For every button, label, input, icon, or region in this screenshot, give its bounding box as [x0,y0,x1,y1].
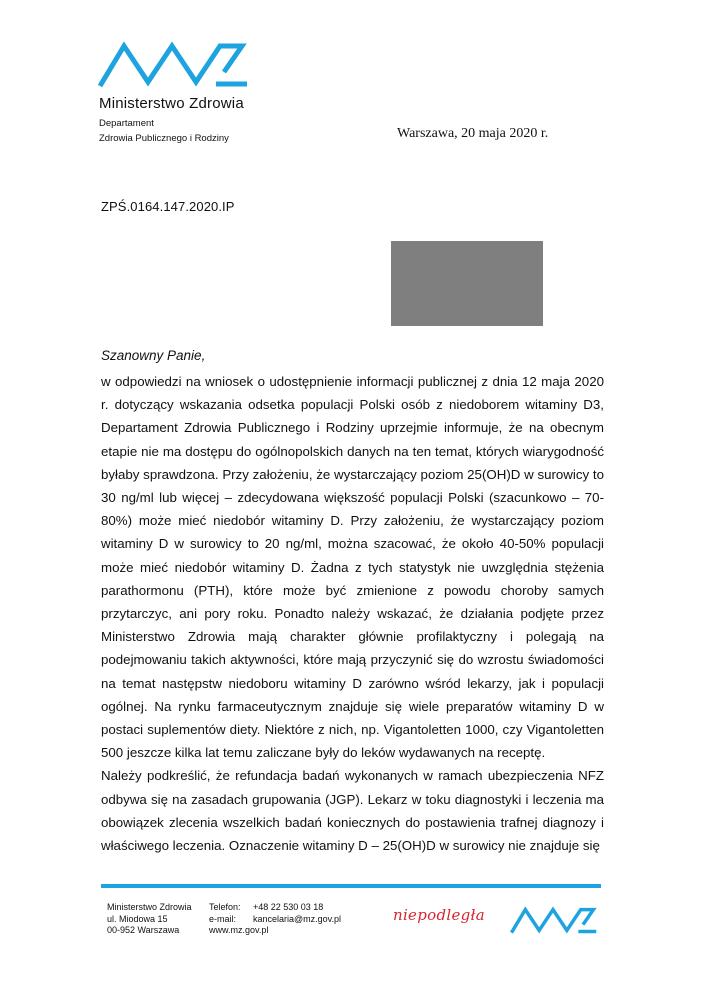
department-line-1: Departament [99,118,154,129]
email-link[interactable]: kancelaria@mz.gov.pl [253,913,342,924]
paragraph-1: w odpowiedzi na wniosek o udostępnienie informacji publicznej z dnia 12 maja 2020 r. dotyczący wskazania odsetka populacji Polski osób z niedoborem witaminy D3, Departament Zdrowia Publicznego i Rodziny uprzejmie informuje, że na obecnym etapie nie ma dostępu do ogólnopolskich danych na ten temat, których wiarygodność byłaby sprawdzona. Przy założeniu, że wystarczający poziom 25(OH)D w surowicy to 30 ng/ml lub więcej – zdecydowana większość populacji Polski (szacunkowo – 70-80%) może mieć niedobór witaminy D. Przy założeniu, że wystarczający poziom witaminy D w surowicy to 20 ng/ml, można szacować, że około 40-50% populacji może mieć niedobór witaminy D. Żadna z tych statystyk nie uwzględnia stężenia parathormonu (PTH), które może być zmienione z powodu choroby samych przytarczyc, ani pory roku. Ponadto należy wskazać, że działania podjęte przez Ministerstwo Zdrowia mają charakter głównie profilaktyczny i polegają na podejmowaniu takich aktywności, które mają przyczynić się do wzrostu świadomości na temat następstw niedoboru witaminy D zarówno wśród lekarzy, jak i populacji ogólnej. Na rynku farmaceutycznym znajduje się wiele preparatów witaminy D w postaci suplementów diety. Niektóre z nich, np. Vigantoletten 1000, czy Vigantoletten 500 jeszcze kilka lat temu zaliczane były do leków wydawanych na receptę. [101,374,604,761]
website-link[interactable]: www.mz.gov.pl [209,925,269,935]
footer-org-name: Ministerstwo Zdrowia [107,902,192,912]
phone-number: +48 22 530 03 18 [253,902,324,912]
letter-body [101,370,604,857]
department-line-2: Zdrowia Publicznego i Rodziny [99,133,229,144]
phone-label: Telefon: [209,902,241,912]
letter-date: Warszawa, 20 maja 2020 r. [397,126,549,141]
mz-logo-small [507,905,599,940]
reference-number: ZPŚ.0164.147.2020.IP [101,199,235,214]
paragraph-2: Należy podkreślić, że refundacja badań wykonanych w ramach ubezpieczenia NFZ odbywa się na zasadach grupowania (JGP). Lekarz w toku diagnostyki i leczenia ma obowiązek zlecenia wszelkich badań koniecznych do postawienia trafnej diagnozy i właściwego leczenia. Oznaczenie witaminy D – 25(OH)D w surowicy nie znajduje się [101,768,604,854]
email-label: e-mail: [209,913,237,924]
footer-city: 00-952 Warszawa [107,925,180,935]
footer-address [107,902,192,937]
footer-street: ul. Miodowa 15 [107,913,168,924]
salutation: Szanowny Panie, [101,348,206,363]
ministry-name: Ministerstwo Zdrowia [99,95,244,112]
footer-divider [101,884,601,888]
footer-contact [209,902,341,937]
mz-logo [96,38,248,90]
department-name [99,116,229,146]
niepodlegla-logo: niepodległa [393,906,485,924]
redacted-address-block [391,241,543,326]
